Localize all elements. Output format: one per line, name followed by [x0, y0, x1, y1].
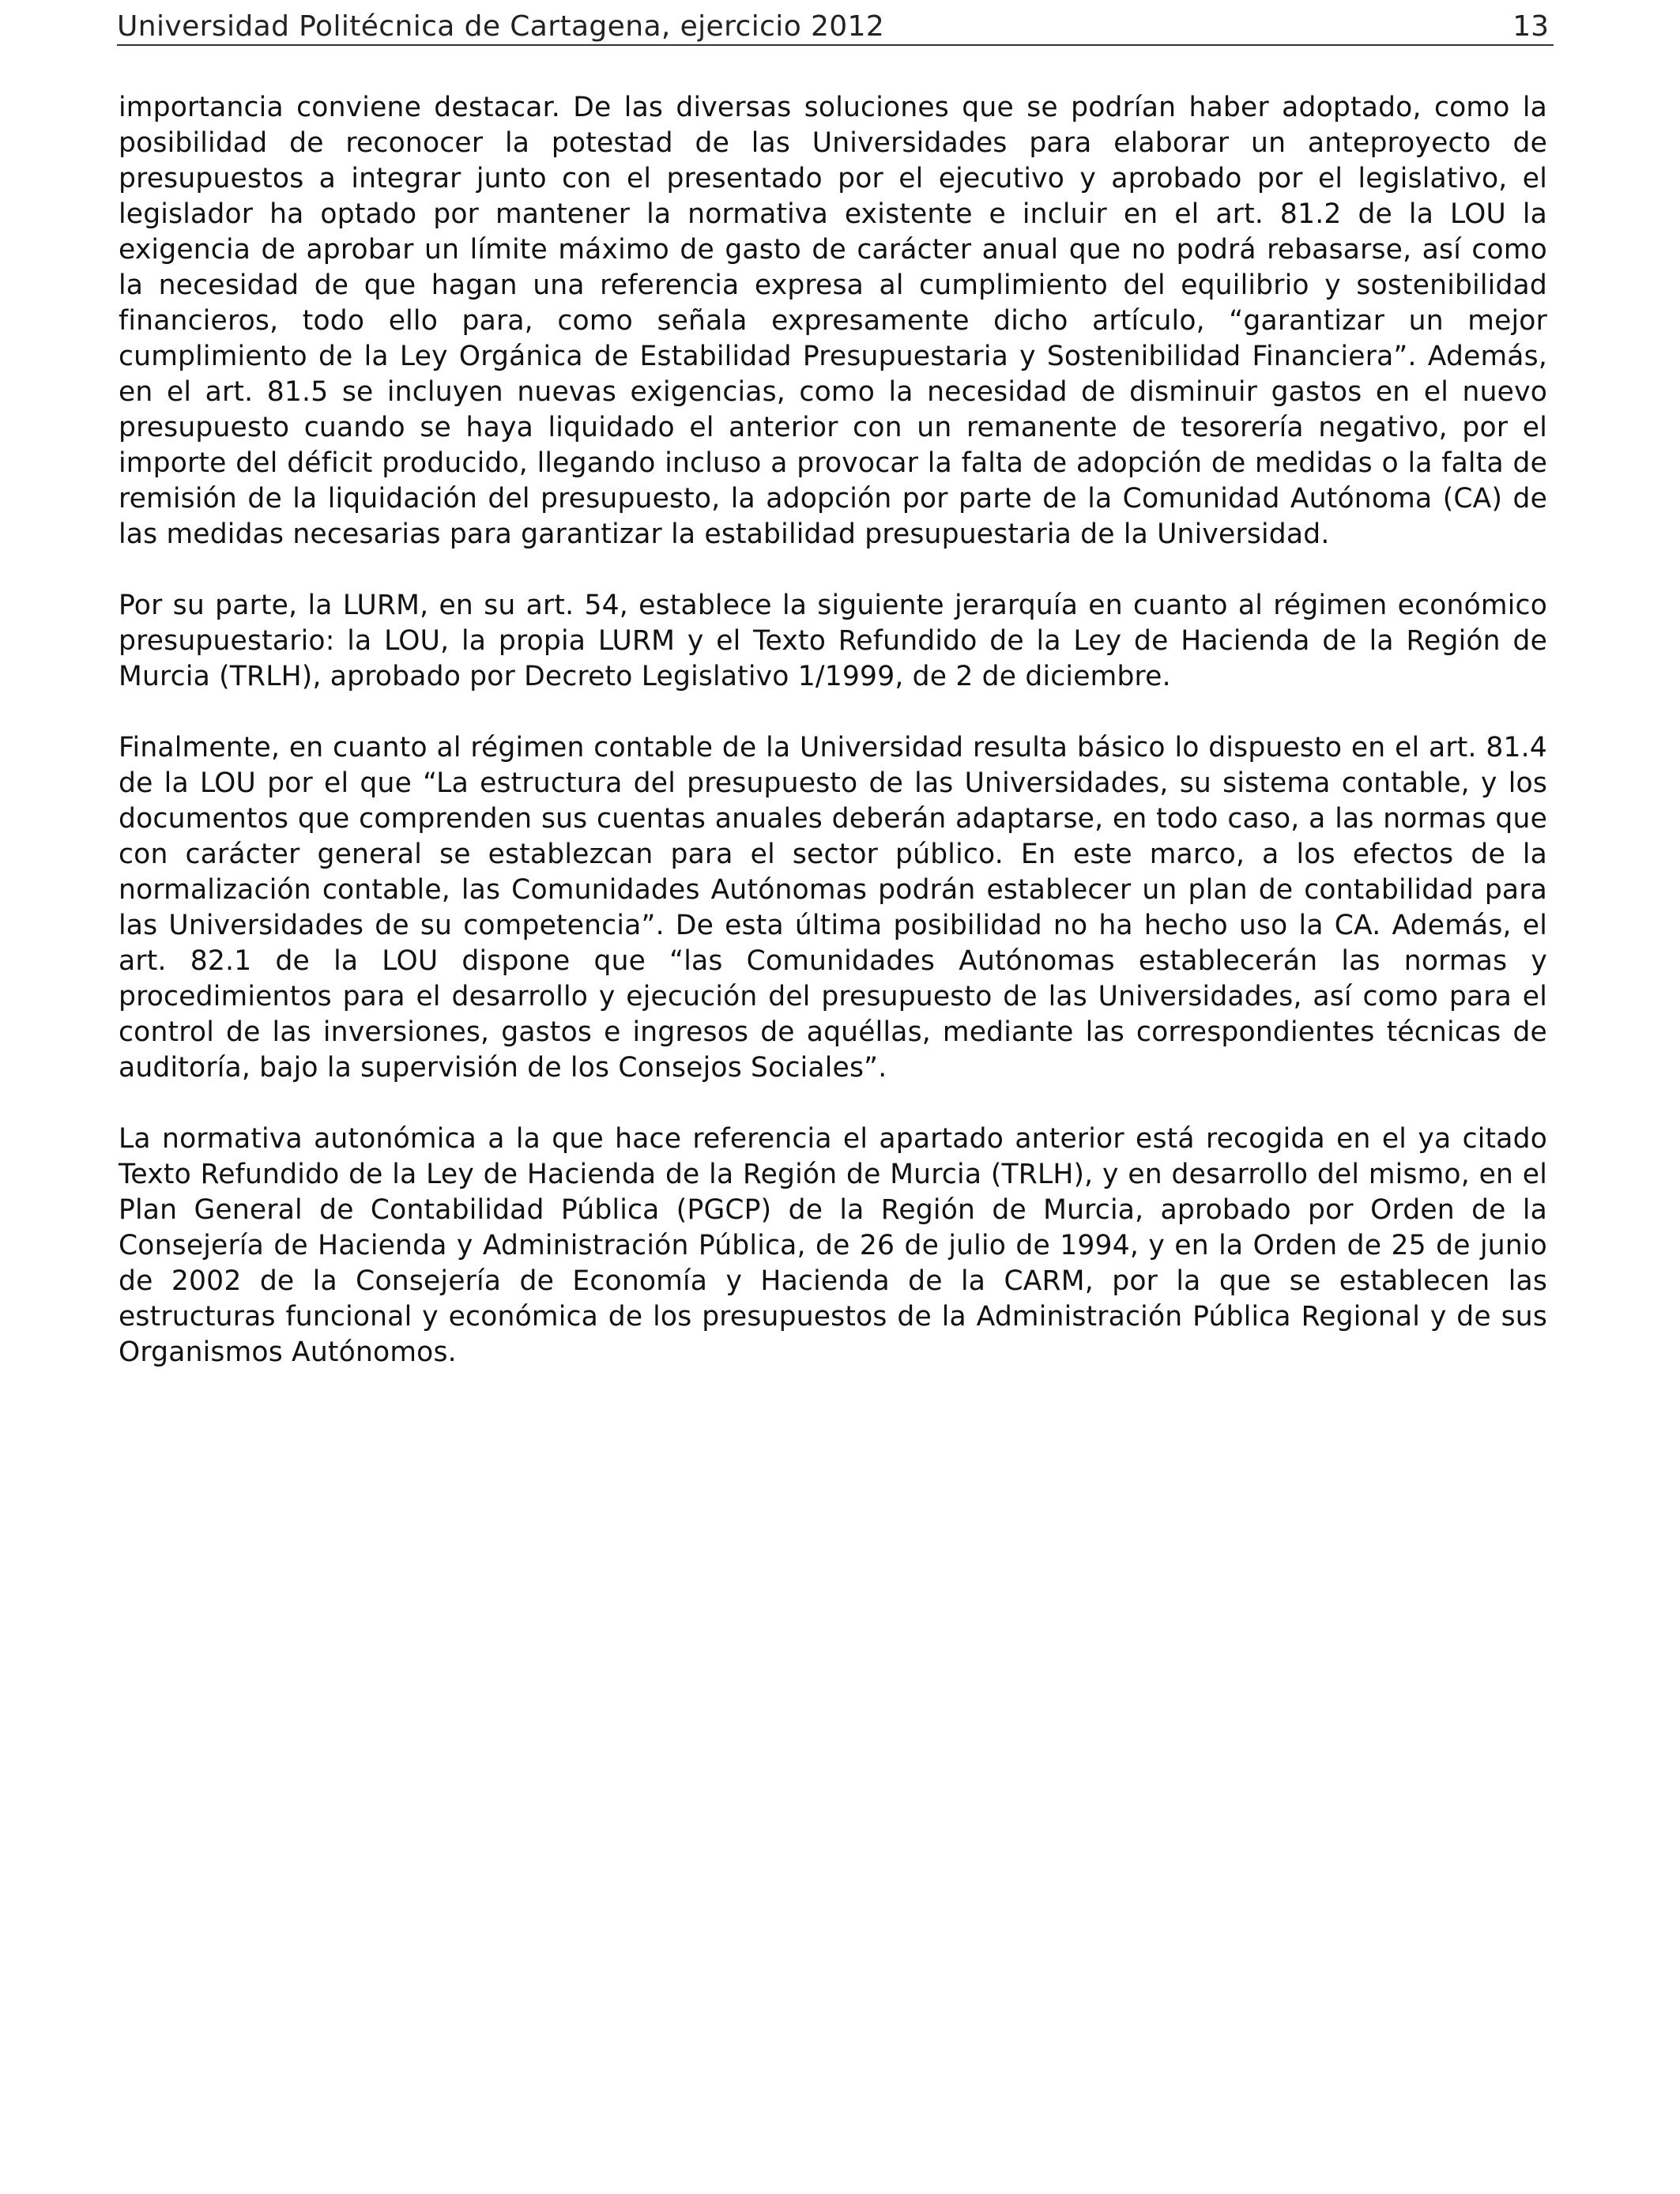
header-title: Universidad Politécnica de Cartagena, ejercicio 2012: [117, 10, 885, 43]
page-number: 13: [1512, 10, 1549, 43]
paragraph-accounting-regime: Finalmente, en cuanto al régimen contable de la Universidad resulta básico lo dispuesto en el art. 81.4 de la LOU por el que “La estructura del presupuesto de las Universidades, su sistema contable, y los documentos que comprenden sus cuentas anuales deberán adaptarse, en todo caso, a las normas que con carácter general se establezcan para el sector público. En este marco, a los efectos de la normalización contable, las Comunidades Autónomas podrán establecer un plan de contabilidad para las Universidades de su competencia”. De esta última posibilidad no ha hecho uso la CA. Además, el art. 82.1 de la LOU dispone que “las Comunidades Autónomas establecerán las normas y procedimientos para el desarrollo y ejecución del presupuesto de las Universidades, así como para el control de las inversiones, gastos e ingresos de aquéllas, mediante las correspondientes técnicas de auditoría, bajo la supervisión de los Consejos Sociales”.: [119, 732, 1547, 1084]
paragraph-regional-regulation: La normativa autonómica a la que hace referencia el apartado anterior está recogida en el ya citado Texto Refundido de la Ley de Hacienda de la Región de Murcia (TRLH), y en desarrollo del mismo, en el Plan General de Contabilidad Pública (PGCP) de la Región de Murcia, aprobado por Orden de la Consejería de Hacienda y Administración Pública, de 26 de julio de 1994, y en la Orden de 25 de junio de 2002 de la Consejería de Economía y Hacienda de la CARM, por la que se establecen las estructuras funcional y económica de los presupuestos de la Administración Pública Regional y de sus Organismos Autónomos.: [119, 1123, 1547, 1368]
running-header: [117, 5, 1554, 46]
paragraph-budget-limits: importancia conviene destacar. De las diversas soluciones que se podrían haber adoptado, como la posibilidad de reconocer la potestad de las Universidades para elaborar un anteproyecto de presupuestos a integrar junto con el presentado por el ejecutivo y aprobado por el legislativo, el legislador ha optado por mantener la normativa existente e incluir en el art. 81.2 de la LOU la exigencia de aprobar un límite máximo de gasto de carácter anual que no podrá rebasarse, así como la necesidad de que hagan una referencia expresa al cumplimiento del equilibrio y sostenibilidad financieros, todo ello para, como señala expresamente dicho artículo, “garantizar un mejor cumplimiento de la Ley Orgánica de Estabilidad Presupuestaria y Sostenibilidad Financiera”. Además, en el art. 81.5 se incluyen nuevas exigencias, como la necesidad de disminuir gastos en el nuevo presupuesto cuando se haya liquidado el anterior con un remanente de tesorería negativo, por el importe del déficit producido, llegando incluso a provocar la falta de adopción de medidas o la falta de remisión de la liquidación del presupuesto, la adopción por parte de la Comunidad Autónoma (CA) de las medidas necesarias para garantizar la estabilidad presupuestaria de la Universidad.: [119, 92, 1547, 550]
document-body: [119, 90, 1547, 1406]
paragraph-lurm-hierarchy: Por su parte, la LURM, en su art. 54, establece la siguiente jerarquía en cuanto al régimen económico presupuestario: la LOU, la propia LURM y el Texto Refundido de la Ley de Hacienda de la Región de Murcia (TRLH), aprobado por Decreto Legislativo 1/1999, de 2 de diciembre.: [119, 590, 1547, 692]
